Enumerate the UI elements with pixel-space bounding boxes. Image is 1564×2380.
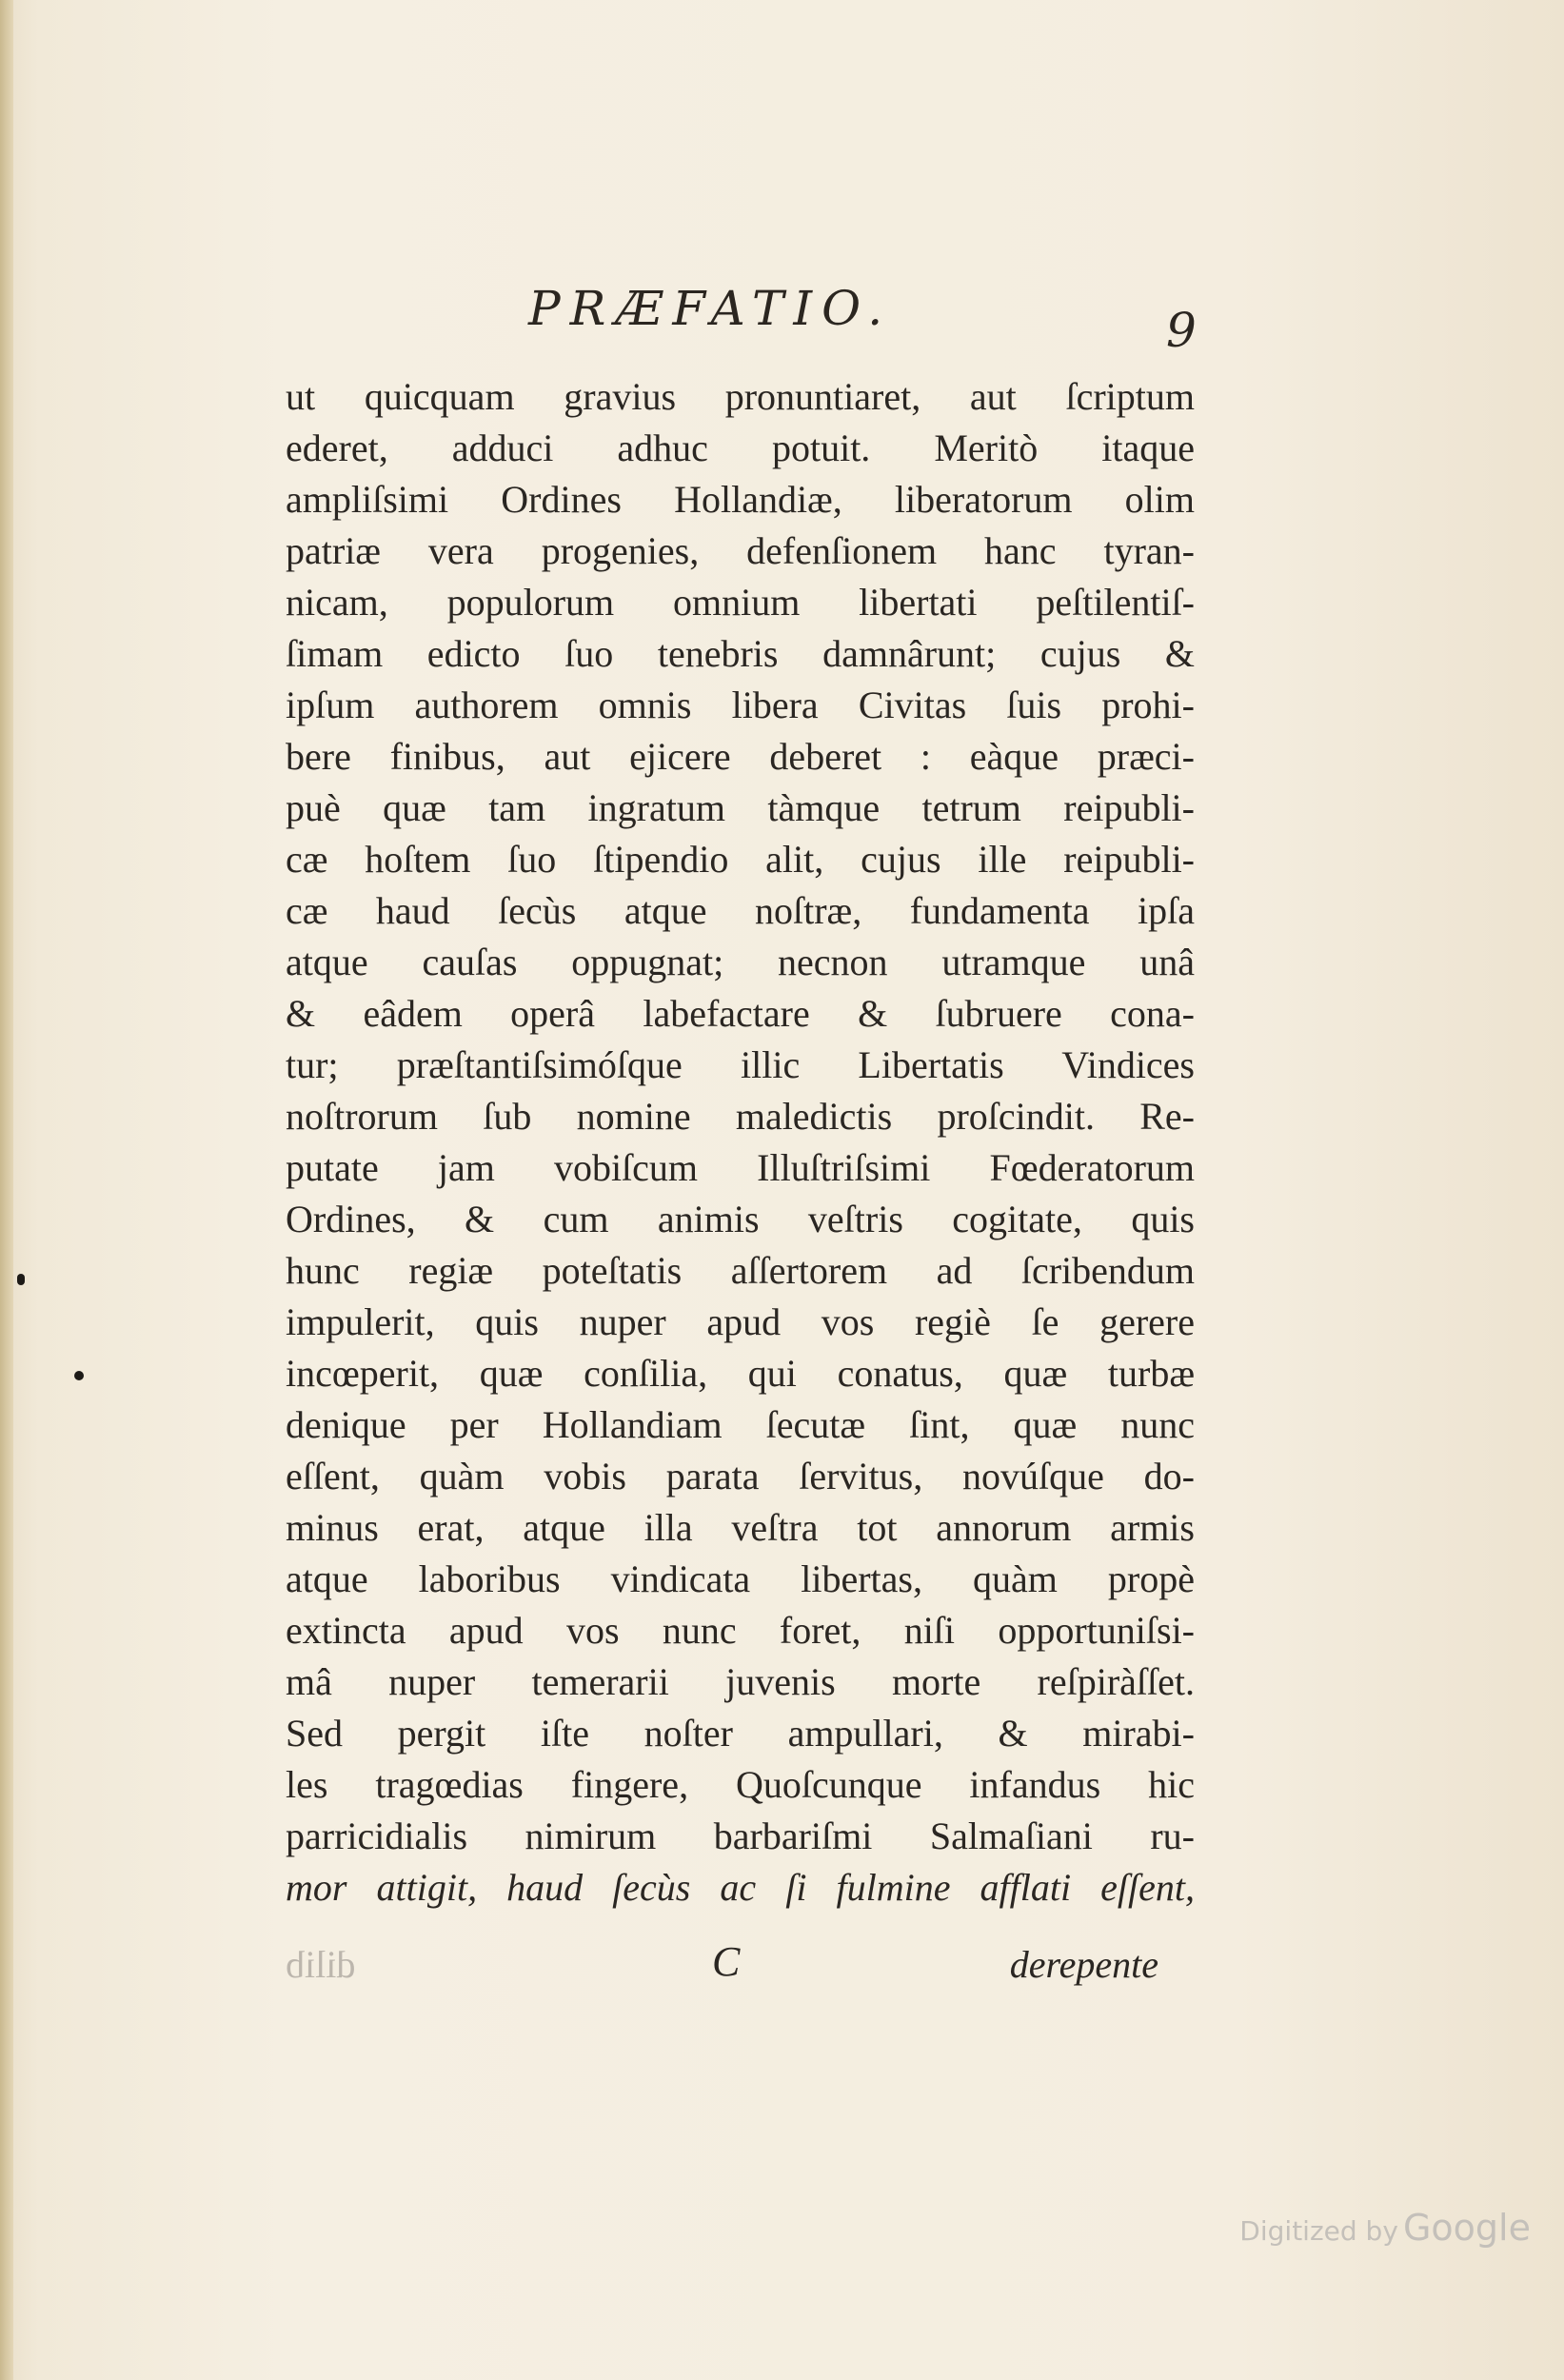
text-line: ederet, adduci adhuc potuit. Meritò itaque: [286, 426, 1195, 469]
text-line: cæ hoſtem ſuo ſtipendio alit, cujus ille reipubli-: [286, 838, 1195, 881]
text-line: cæ haud ſecùs atque noſtræ, fundamenta ipſa: [286, 889, 1195, 932]
text-line: Sed pergit iſte noſter ampullari, & mirabi-: [286, 1712, 1195, 1755]
text-line: & eâdem operâ labefactare & ſubruere cona-: [286, 992, 1195, 1035]
text-line: mâ nuper temerarii juvenis morte reſpiràſſet.: [286, 1660, 1195, 1703]
text-line: denique per Hollandiam ſecutæ ſint, quæ nunc: [286, 1403, 1195, 1446]
signature-mark: C: [712, 1938, 741, 1985]
text-line: eſſent, quàm vobis parata ſervitus, novúſque do-: [286, 1455, 1195, 1497]
catchword: derepente: [1009, 1943, 1158, 1986]
text-line: parricidialis nimirum barbariſmi Salmaſiani ru-: [286, 1815, 1195, 1857]
page-footer: [286, 1937, 1195, 1989]
text-line: Ordines, & cum animis veſtris cogitate, quis: [286, 1198, 1195, 1240]
page-edge: [0, 0, 13, 2380]
text-line: nicam, populorum omnium libertati peſtilentiſ-: [286, 581, 1195, 624]
text-line: extincta apud vos nunc foret, niſi opportuniſsi-: [286, 1609, 1195, 1652]
text-line: tur; præſtantiſsimóſque illic Libertatis Vindices: [286, 1043, 1195, 1086]
ink-spot: [17, 1274, 25, 1285]
text-line: bere finibus, aut ejicere deberet : eàque præci-: [286, 735, 1195, 778]
watermark-prefix: Digitized by: [1239, 2215, 1398, 2247]
text-line: incœperit, quæ conſilia, qui conatus, quæ turbæ: [286, 1352, 1195, 1395]
google-logo: Google: [1402, 2207, 1531, 2249]
text-line: noſtrorum ſub nomine maledictis proſcindit. Re-: [286, 1095, 1195, 1138]
text-line: patriæ vera progenies, defenſionem hanc tyran-: [286, 529, 1195, 572]
body-text: [286, 371, 1195, 1914]
text-line: ſimam edicto ſuo tenebris damnârunt; cujus &: [286, 632, 1195, 675]
text-line: mor attigit, haud ſecùs ac ſi fulmine afflati eſſent,: [286, 1866, 1195, 1909]
text-line: ut quicquam gravius pronuntiaret, aut ſcriptum: [286, 375, 1195, 418]
text-line: impulerit, quis nuper apud vos regiè ſe gerere: [286, 1300, 1195, 1343]
show-through-text: dilib: [286, 1943, 356, 1986]
text-line: minus erat, atque illa veſtra tot annorum armis: [286, 1506, 1195, 1549]
text-line: atque cauſas oppugnat; necnon utramque unâ: [286, 941, 1195, 983]
ink-spot: [74, 1371, 84, 1380]
text-line: puè quæ tam ingratum tàmque tetrum reipubli-: [286, 786, 1195, 829]
digitized-watermark: [1239, 2207, 1531, 2249]
page-number: 9: [1166, 303, 1197, 358]
text-line: les tragœdias fingere, Quoſcunque infandus hic: [286, 1763, 1195, 1806]
text-line: putate jam vobiſcum Illuſtriſsimi Fœderatorum: [286, 1146, 1195, 1189]
text-line: ipſum authorem omnis libera Civitas ſuis prohi-: [286, 684, 1195, 726]
running-head: PRÆFATIO.: [528, 281, 893, 336]
text-line: ampliſsimi Ordines Hollandiæ, liberatorum olim: [286, 478, 1195, 521]
text-line: atque laboribus vindicata libertas, quàm propè: [286, 1557, 1195, 1600]
text-line: hunc regiæ poteſtatis aſſertorem ad ſcribendum: [286, 1249, 1195, 1292]
